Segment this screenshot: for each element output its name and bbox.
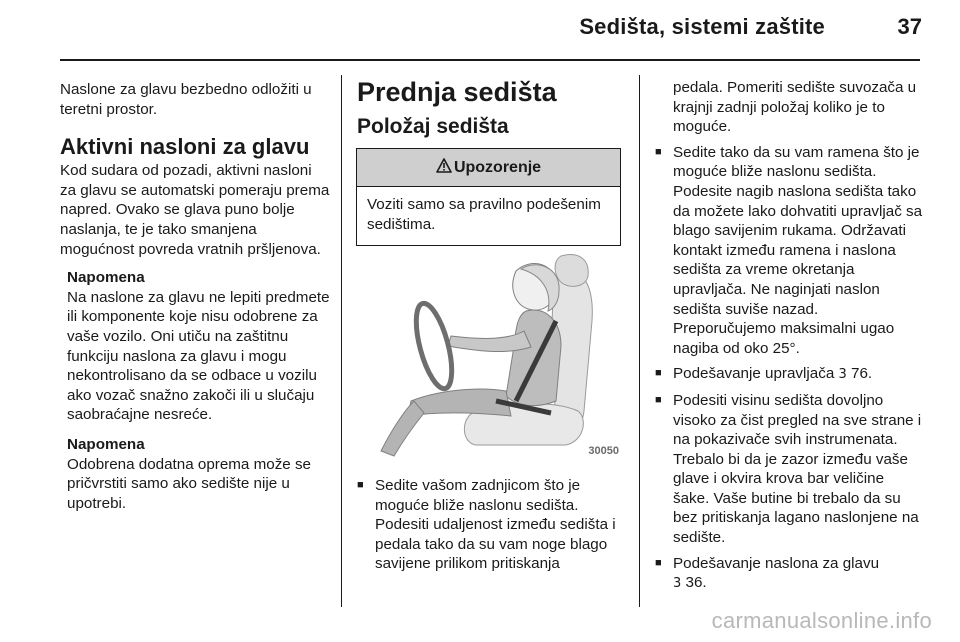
running-header-title: Sedišta, sistemi zaštite <box>579 14 825 39</box>
left-column <box>60 80 330 513</box>
note-label: Napomena <box>67 435 145 453</box>
header-rule <box>60 59 920 61</box>
column-divider-right <box>639 75 640 607</box>
section-heading-front-seats: Prednja sedišta <box>357 77 557 107</box>
note-block-2 <box>67 435 330 513</box>
column-divider-left <box>341 75 342 607</box>
list-item: ■ Sedite tako da su vam ramena što je moguće bliže naslonu sedišta. Podesite nagib naslona sedišta tako da možete lako dohvatiti upravljač sa blago savijenim rukama. Održavati kontakt između ramena i naslona sedišta za vreme okretanja upravljača. Ne naginjati naslon sedišta suviše nazad. Preporučujemo maksimalni ugao nagiba od oko 25°. <box>655 143 923 357</box>
intro-text: Naslone za glavu bezbedno odložiti u teretni prostor. <box>60 81 312 118</box>
middle-bullets <box>357 476 627 580</box>
note-text: Na naslone za glavu ne lepiti predmete ili komponente koje nisu odobrene za vaše vozilo. Oni utiču na zaštitnu funkciju naslona za glavu i mogu nekontrolisano da se odbace u vozilu ako vozač snažno zakoči ili u slučaju saobraćajne nesreće. <box>67 288 330 424</box>
note-block-1 <box>67 268 330 425</box>
list-item: ■ Podešavanje upravljača 3 76. <box>655 365 873 383</box>
continued-text: pedala. Pomeriti sedište suvozača u krajnji zadnji položaj koliko je to moguće. <box>673 79 917 136</box>
warning-triangle-icon <box>436 157 452 178</box>
page-ref[interactable]: 76. <box>851 365 873 383</box>
list-item: ■ Podesiti visinu sedišta dovoljno visoko za čist pregled na sve strane i na pokazivače svih instrumenata. Trebalo bi da je zazor između vaše glave i okvira krova bar veličine šake. Vaše butine bi trebalo da su bez pritiskanja lagano naslonjene na sedište. <box>655 391 922 547</box>
figure-number: 30050 <box>588 445 619 457</box>
page-reference-icon: 3 <box>673 576 682 592</box>
page-ref[interactable]: 36. <box>685 574 707 592</box>
section-paragraph: Kod sudara od pozadi, aktivni nasloni za glavu se automatski pomeraju prema napred. Ovako se glava puno bolje naslanja, te je tako smanjena mogućnost povreda vratnih pršljenova. <box>60 162 330 258</box>
page-number: 37 <box>897 14 922 39</box>
warning-header <box>357 149 620 187</box>
warning-title: Upozorenje <box>453 158 542 176</box>
warning-text: Voziti samo sa pravilno podešenim sedištima. <box>367 196 601 233</box>
right-column <box>655 78 923 600</box>
watermark: carmanualsonline.info <box>711 608 932 633</box>
seat-position-illustration <box>356 251 621 461</box>
list-item: ■ Sedite vašom zadnjicom što je moguće bliže naslonu sedišta. Podesiti udaljenost između sedišta i pedala tako da su vam noge blago savijene prilikom pritiskanja <box>357 477 616 573</box>
note-label: Napomena <box>67 269 145 287</box>
subheading-seat-position: Položaj sedišta <box>357 115 509 138</box>
list-item: ■ Podešavanje naslona za glavu 3 36. <box>655 554 880 592</box>
section-heading-active-headrests: Aktivni nasloni za glavu <box>60 134 310 160</box>
page-reference-icon: 3 <box>838 367 847 383</box>
warning-box <box>356 148 621 246</box>
middle-heading-block <box>357 76 627 140</box>
note-text: Odobrena dodatna oprema može se pričvrstiti samo ako sedište nije u upotrebi. <box>67 455 312 512</box>
